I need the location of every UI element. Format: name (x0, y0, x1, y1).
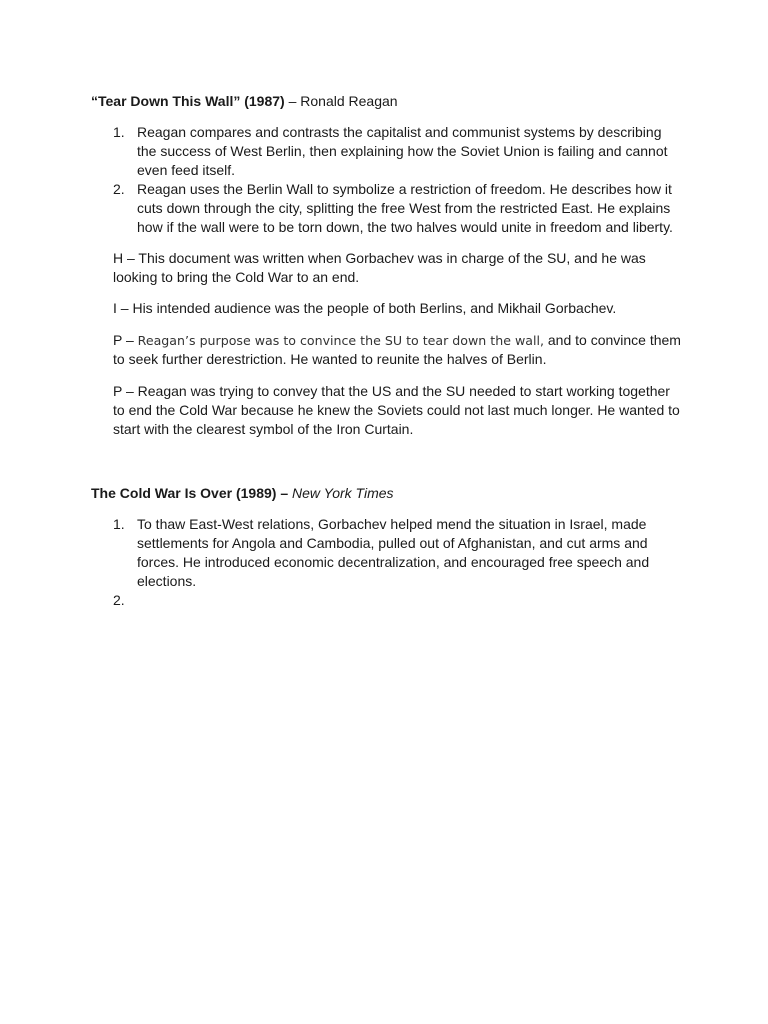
historical-context-paragraph: H – This document was written when Gorbachev was in charge of the SU, and he was looking to bring the Cold War to an end. (113, 250, 646, 285)
point-of-view-paragraph: P – Reagan was trying to convey that the US and the SU needed to start working together to end the Cold War because he knew the Soviets could not last much longer. He wanted to start with the clearest symbol of the Iron Curtain. (113, 383, 680, 437)
list-item-text: Reagan uses the Berlin Wall to symbolize a restriction of freedom. He describes how it cuts down through the city, splitting the free West from the restricted East. He explains how if the wall were to be torn down, the two halves would unite in freedom and liberty. (137, 181, 673, 235)
section-2-heading (91, 484, 394, 503)
section-1-title: “Tear Down This Wall” (1987) (91, 93, 285, 109)
list-item (113, 515, 683, 591)
list-item-number: 2. (113, 181, 125, 197)
purpose-alt-font-text: Reagan’s purpose was to convince the SU to tear down the wall, (137, 333, 544, 348)
purpose-lead: P – (113, 332, 138, 348)
section-2-title: The Cold War Is Over (1989) – (91, 485, 292, 501)
list-item (113, 591, 683, 610)
section-2-list (113, 515, 683, 610)
list-item-text: Reagan compares and contrasts the capitalist and communist systems by describing the success of West Berlin, then explaining how the Soviet Union is failing and cannot even feed itself. (137, 124, 668, 178)
section-2-source: New York Times (292, 485, 394, 501)
section-1-heading (91, 92, 398, 111)
section-1-list (113, 123, 683, 237)
list-item-number: 1. (113, 516, 125, 532)
section-1-author: – Ronald Reagan (284, 93, 398, 109)
purpose-rest: and to convince them to seek further derestriction. He wanted to reunite the halves of Berlin. (113, 332, 681, 367)
list-item-number: 2. (113, 592, 125, 608)
list-item-text: To thaw East-West relations, Gorbachev helped mend the situation in Israel, made settlements for Angola and Cambodia, pulled out of Afghanistan, and cut arms and forces. He introduced economic decentralization, and encouraged free speech and elections. (137, 516, 650, 589)
list-item-number: 1. (113, 124, 125, 140)
intended-audience-paragraph: I – His intended audience was the people of both Berlins, and Mikhail Gorbachev. (113, 300, 617, 316)
purpose-paragraph (113, 331, 681, 369)
list-item (113, 123, 683, 180)
list-item (113, 180, 683, 237)
